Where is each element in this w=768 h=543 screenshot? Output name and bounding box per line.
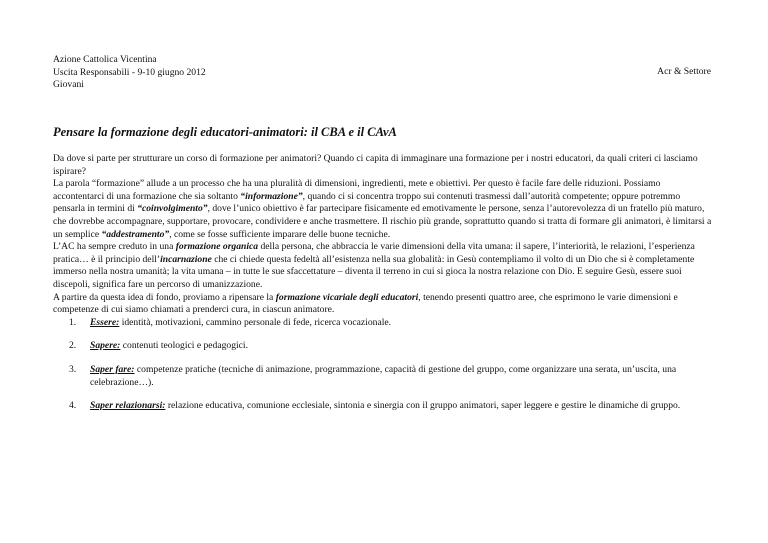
paragraph-formazione — [53, 178, 713, 241]
list-number: 1. — [69, 316, 77, 328]
paragraph-intro: Da dove si parte per strutturare un corso di formazione per animatori? Quando ci capita di immaginare una formazione per i nostri educatori, da quali criteri ci lasciamo ispirare? — [53, 153, 698, 177]
list-number: 4. — [69, 400, 77, 412]
text-run: A partire da questa idea di fondo, proviamo a ripensare la — [53, 291, 276, 303]
paragraph-ac — [53, 241, 713, 291]
list-item — [69, 340, 713, 353]
areas-list — [53, 317, 713, 413]
text-run: La parola “formazione” allude a un processo che ha una pluralità di dimensioni, ingredienti, mete e obiettivi. Per questo è facile fare delle riduzioni. Possiamo accontentarci di una formazione che sia soltanto — [53, 178, 661, 202]
text-run: L’AC ha sempre creduto in una — [53, 241, 176, 253]
emphasis-formazione-vicariale: formazione vicariale degli educatori — [275, 291, 419, 303]
list-term: Essere: — [90, 316, 120, 328]
text-run: , dove l’unico obiettivo è far partecipare fisicamente ed emotivamente le persone, senza l’autorevolezza di un fratello più maturo, che dovrebbe accompagnare, supportare, provocare, condividere e anche trasmettere. Il rischio più grande, soprattutto quando si tratta di formare gli animatori, è limitarsi a un semplice — [53, 203, 712, 240]
list-item — [69, 364, 713, 389]
document-body — [53, 153, 713, 413]
organization-name: Azione Cattolica Vicentina — [53, 54, 157, 65]
event-line: Uscita Responsabili - 9-10 giugno 2012 — [53, 66, 206, 78]
header-left — [53, 54, 206, 92]
emphasis-informazione: “informazione” — [240, 190, 303, 202]
list-number: 2. — [69, 340, 77, 352]
emphasis-formazione-organica: formazione organica — [175, 241, 259, 253]
emphasis-coinvolgimento: “coinvolgimento” — [137, 203, 208, 215]
text-run: che ci chiede questa fedeltà all’esistenza nella sua globalità: in Gesù contempliamo il volto di un Dio che si è completamente immerso nella nostra umanità; la vita umana – in tutte le sue sfaccettature – diventa il terreno in cui si gioca la nostra relazione con Dio. E seguire Gesù, essere suoi discepoli, significa fare un percorso di umanizzazione. — [53, 253, 695, 290]
emphasis-incarnazione: incarnazione — [160, 253, 212, 265]
list-term: Saper fare: — [90, 363, 135, 375]
header-right: Acr & Settore — [657, 66, 711, 77]
list-item — [69, 317, 713, 330]
list-text: identità, motivazioni, cammino personale di fede, ricerca vocazionale. — [119, 316, 392, 328]
list-text: relazione educativa, comunione ecclesiale, sintonia e sinergia con il gruppo animatori, saper leggere e gestire le dinamiche di gruppo. — [165, 400, 681, 412]
emphasis-addestramento: “addestramento” — [101, 228, 170, 240]
list-text: contenuti teologici e pedagogici. — [120, 340, 248, 352]
text-run: della persona, che abbraccia le varie dimensioni della vita umana: il sapere, l’interiorità, le relazioni, l’esperienza pratica… è il principio dell’ — [53, 241, 695, 265]
paragraph-aree — [53, 292, 713, 317]
group-line: Giovani — [53, 79, 84, 90]
list-term: Saper relazionarsi: — [90, 400, 166, 412]
text-run: , quando ci si concentra troppo sui contenuti trasmessi dall’autorità competente; oppure potremmo pensarla in termini di — [53, 190, 681, 215]
list-text: competenze pratiche (tecniche di animazione, programmazione, capacità di gestione del gruppo, come organizzare una serata, un’uscita, una celebrazione…). — [90, 363, 677, 388]
text-run: , tenendo presenti quattro aree, che esprimono le varie dimensioni e competenze di cui siamo chiamati a prenderci cura, in ciascun animatore. — [53, 291, 678, 316]
document-title: Pensare la formazione degli educatori-animatori: il CBA e il CAvA — [53, 125, 397, 139]
list-number: 3. — [69, 363, 77, 375]
list-item — [69, 400, 713, 413]
list-term: Sapere: — [90, 340, 121, 352]
text-run: , come se fosse sufficiente imparare delle buone tecniche. — [169, 228, 391, 240]
